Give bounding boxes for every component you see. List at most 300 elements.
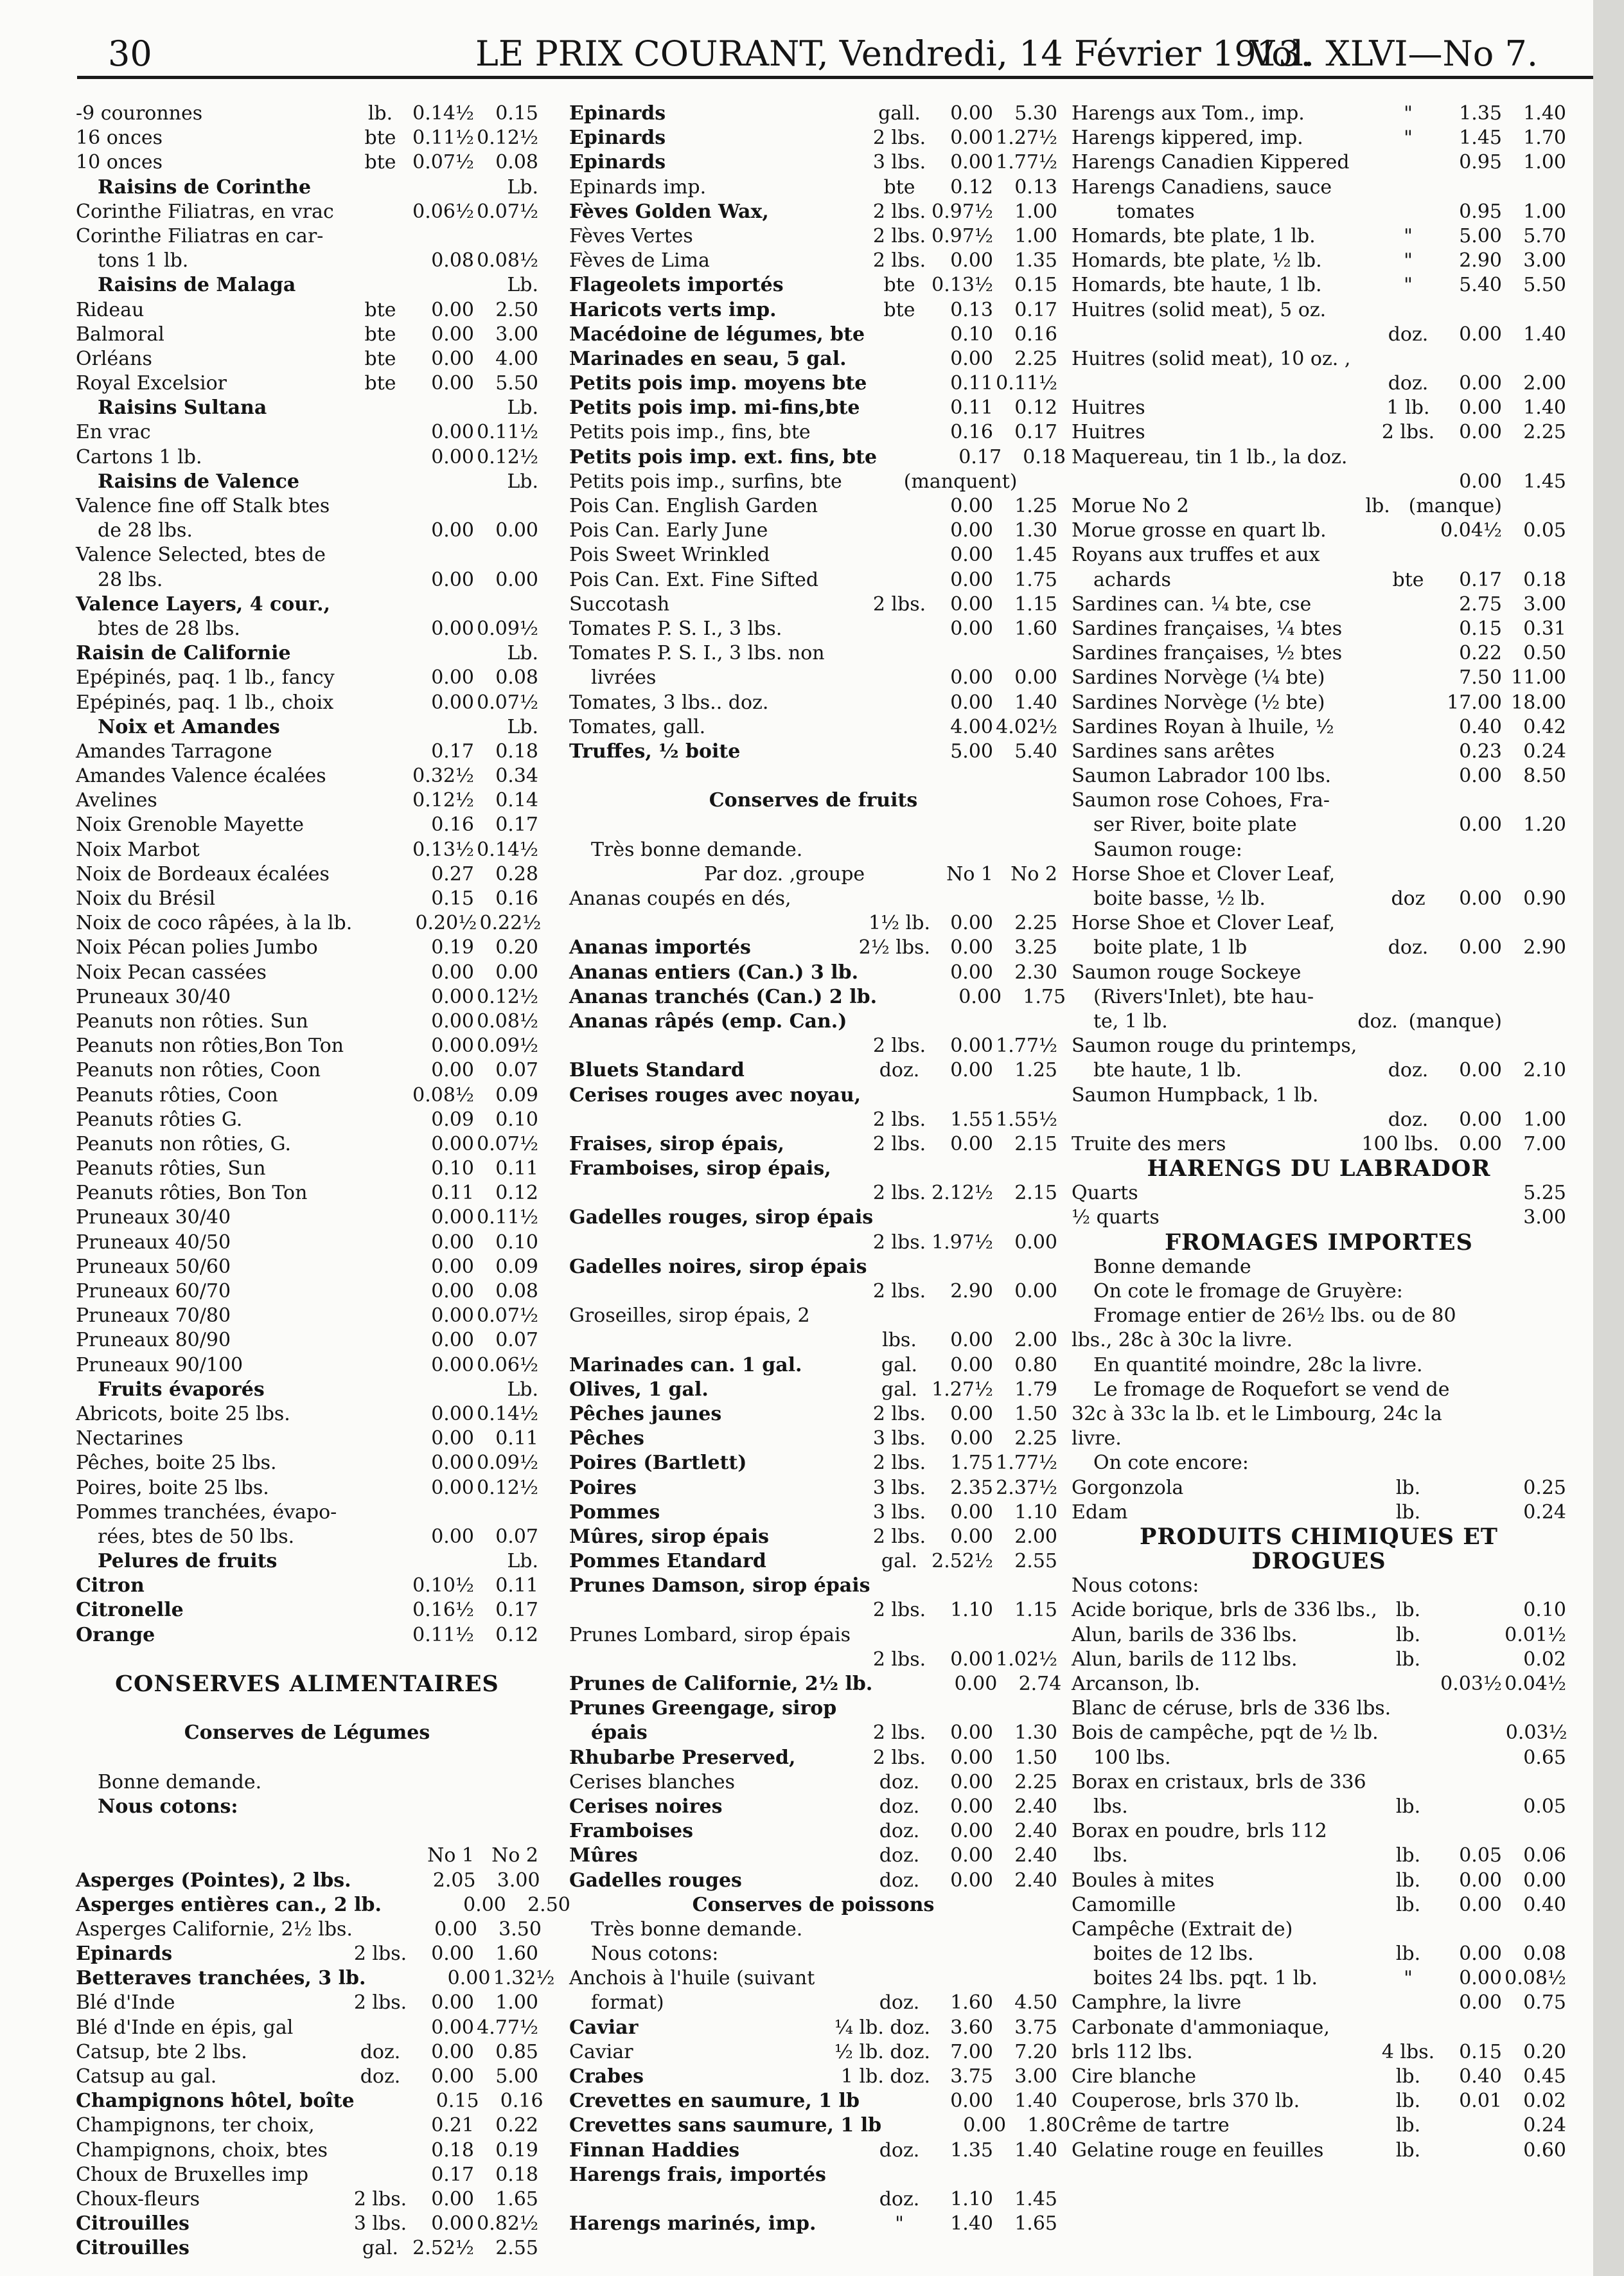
item-label: Peanuts rôties G.	[76, 1108, 243, 1131]
price-high: 1.00	[495, 1991, 538, 2014]
price-high: 0.15	[1014, 274, 1057, 297]
price-high: 3.00	[495, 323, 538, 346]
price-row	[569, 1181, 1057, 1205]
price-high: 2.00	[1014, 1329, 1057, 1352]
price-row	[76, 2040, 538, 2065]
price-low: 0.00	[1459, 372, 1502, 395]
price-high: 1.77½	[996, 151, 1057, 174]
price-high: 1.45	[1014, 2187, 1057, 2210]
price-low: 2.90	[1459, 249, 1502, 272]
item-unit: lb.	[1395, 1844, 1421, 1867]
item-label: En quantité moindre, 28c la livre.	[1093, 1353, 1423, 1376]
item-label: Morue No 2	[1072, 495, 1189, 517]
price-row	[76, 2138, 538, 2163]
price-row	[569, 1648, 1057, 1672]
price-low: 1.10	[950, 2187, 993, 2210]
price-row	[76, 2163, 538, 2187]
price-row	[569, 1525, 1057, 1549]
price-row	[1072, 396, 1566, 420]
price-low: 0.00	[431, 1452, 474, 1475]
item-label: Blanc de céruse, brls de 336 lbs.	[1072, 1697, 1391, 1720]
item-unit: 2 lbs.	[872, 1402, 926, 1425]
price-high: 1.75	[1014, 568, 1057, 591]
item-label: Très bonne demande.	[591, 1917, 803, 1941]
item-unit: lb.	[1395, 1893, 1421, 1916]
price-row	[1072, 1132, 1566, 1157]
item-label: Crevettes sans saumure, 1 lb	[569, 2114, 882, 2137]
item-label: Balmoral	[76, 323, 164, 346]
item-unit: 2 lbs.	[872, 592, 926, 616]
item-label: btes de 28 lbs.	[98, 617, 240, 640]
item-unit: "	[1404, 102, 1413, 125]
item-label: Sardines Norvège (¼ bte)	[1072, 666, 1325, 689]
item-label: Tomates, 3 lbs.. doz.	[569, 691, 769, 714]
price-low: 0.00	[431, 568, 474, 591]
item-label: Harengs Canadiens, sauce	[1072, 175, 1332, 199]
price-high: 0.10	[495, 1108, 538, 1131]
price-row	[76, 1427, 538, 1451]
item-label: de 28 lbs.	[98, 519, 193, 542]
item-label: Abricots, boite 25 lbs.	[76, 1402, 290, 1425]
item-label: Rideau	[76, 298, 145, 321]
spacer	[569, 764, 1057, 788]
price-row	[76, 1574, 538, 1598]
item-unit: gall.	[878, 102, 921, 125]
item-label: Marinades en seau, 5 gal.	[569, 347, 847, 370]
price-row	[76, 1034, 538, 1058]
item-label: Blé d'Inde	[76, 1991, 175, 2014]
item-label: Ananas entiers (Can.) 3 lb.	[569, 961, 859, 984]
item-unit: bte	[1392, 568, 1424, 591]
item-unit: lb.	[1395, 1500, 1421, 1524]
price-high: 0.12½	[477, 445, 538, 468]
item-label: format)	[591, 1991, 664, 2014]
item-label: Pruneaux 70/80	[76, 1304, 231, 1328]
item-label: DROGUES	[1251, 1548, 1386, 1575]
item-label: Raisins de Corinthe	[98, 175, 312, 199]
item-label: Gadelles rouges	[569, 1869, 742, 1892]
price-high: 0.00	[1014, 666, 1057, 689]
item-label: Arcanson, lb.	[1072, 1673, 1201, 1695]
price-high: 2.50	[495, 298, 538, 321]
item-label: Pêches	[569, 1427, 644, 1450]
item-label: Champignons hôtel, boîte	[76, 2090, 355, 2113]
price-low: 0.00	[950, 1746, 993, 1769]
price-high: 0.08	[495, 666, 538, 689]
price-low: 0.00	[1459, 421, 1502, 444]
price-row	[569, 126, 1057, 150]
price-low: 0.00	[950, 1500, 993, 1524]
item-label: Fèves Golden Wax,	[569, 200, 769, 223]
item-label: Couperose, brls 370 lb.	[1072, 2090, 1300, 2113]
price-row	[1072, 126, 1566, 150]
price-low: 0.00	[1459, 396, 1502, 420]
price-high: 0.12½	[477, 127, 538, 150]
price-low: 2.52½	[931, 1550, 993, 1573]
price-row	[569, 200, 1057, 224]
price-low: 0.40	[1459, 2065, 1502, 2088]
price-row	[76, 1083, 538, 1108]
item-label: Epinards	[569, 151, 666, 174]
price-low: 0.00	[950, 1402, 993, 1425]
price-low: 0.00	[1459, 813, 1502, 837]
price-row	[1072, 936, 1566, 960]
item-label: 28 lbs.	[98, 568, 163, 591]
price-low: 0.00	[431, 2065, 474, 2088]
price-low: 0.00	[963, 2114, 1007, 2137]
price-row	[569, 1623, 1057, 1648]
price-row	[1072, 1328, 1566, 1353]
item-unit: "	[1404, 1967, 1413, 1990]
price-row	[76, 2089, 543, 2113]
price-low: 4.00	[950, 715, 993, 738]
price-low: 0.00	[950, 2090, 993, 2113]
price-row	[569, 1721, 1057, 1745]
item-label: Borax en cristaux, brls de 336	[1072, 1770, 1366, 1793]
price-high: 0.11½	[996, 372, 1057, 395]
item-label: Choux de Bruxelles imp	[76, 2163, 309, 2186]
item-label: Pois Can. Ext. Fine Sifted	[569, 568, 819, 591]
price-row	[1072, 371, 1566, 396]
item-label: Fromage entier de 26½ lbs. ou de 80	[1093, 1304, 1456, 1328]
price-high: 1.70	[1523, 127, 1566, 150]
item-unit: "	[895, 2212, 904, 2236]
item-label: 10 onces	[76, 151, 163, 174]
price-low: 0.00	[447, 1967, 491, 1990]
price-high: 0.00	[1014, 1280, 1057, 1302]
item-label: Citrouilles	[76, 2237, 190, 2260]
item-label: Pruneaux 40/50	[76, 1231, 231, 1254]
price-row	[76, 298, 538, 323]
item-unit: 2 lbs.	[872, 200, 926, 223]
item-label: Poires	[569, 1476, 637, 1499]
price-row	[569, 2212, 1057, 2236]
item-label: Citrouilles	[76, 2212, 190, 2236]
item-label: Cerises blanches	[569, 1770, 736, 1793]
price-row	[1072, 1696, 1566, 1721]
price-row	[76, 1525, 538, 1549]
price-row	[76, 200, 538, 224]
price-high: 0.00	[495, 568, 538, 591]
price-row	[569, 1255, 1057, 1279]
price-row	[1072, 862, 1566, 887]
item-unit: doz.	[1388, 1108, 1429, 1131]
price-row	[1072, 1427, 1566, 1451]
item-unit: 3 lbs.	[872, 1476, 926, 1499]
price-row	[569, 936, 1057, 960]
price-high: 1.75	[1023, 985, 1066, 1008]
item-label: Epinards	[569, 127, 666, 150]
price-high: 1.45	[1014, 544, 1057, 567]
price-high: 0.12	[495, 1623, 538, 1646]
price-high: 0.11	[495, 1427, 538, 1450]
item-unit: doz.	[879, 1820, 920, 1843]
price-high: Lb.	[507, 175, 538, 199]
price-low: 7.50	[1459, 666, 1502, 689]
item-label: Homards, bte haute, 1 lb.	[1072, 274, 1322, 297]
price-high: 0.11	[495, 1157, 538, 1180]
price-row	[76, 911, 542, 936]
price-row	[1072, 1770, 1566, 1795]
spacer	[569, 813, 1057, 837]
price-low: 3.75	[950, 2065, 993, 2088]
item-label: Homards, bte plate, ½ lb.	[1072, 249, 1322, 272]
price-high: 1.79	[1014, 1378, 1057, 1401]
price-row	[1072, 641, 1566, 666]
price-row	[76, 445, 538, 470]
price-high: 0.09½	[477, 1035, 538, 1058]
item-unit: doz.	[879, 1844, 920, 1867]
price-low: 0.00	[431, 961, 474, 984]
item-label: Noix Grenoble Mayette	[76, 813, 304, 837]
price-low: 0.00	[431, 1991, 474, 2014]
price-low: 0.00	[1459, 1893, 1502, 1916]
price-low: 0.00	[954, 1673, 998, 1695]
item-label: Gorgonzola	[1072, 1476, 1184, 1499]
price-row	[569, 2138, 1057, 2163]
price-low: 0.11	[431, 1182, 474, 1205]
price-row	[76, 1132, 538, 1157]
price-low: 0.00	[431, 691, 474, 714]
price-high: 18.00	[1511, 691, 1566, 714]
item-label: Edam	[1072, 1500, 1128, 1524]
price-low: 0.13½	[412, 838, 474, 861]
price-low: 0.16	[431, 813, 474, 837]
price-low: 0.00	[950, 961, 993, 984]
item-label: Quarts	[1072, 1182, 1138, 1205]
price-row	[1072, 1893, 1566, 1917]
price-high: 8.50	[1523, 765, 1566, 788]
price-row	[569, 1991, 1057, 2015]
item-unit: 3 lbs.	[872, 151, 926, 174]
price-row	[1072, 2065, 1566, 2089]
price-low: 0.00	[950, 568, 993, 591]
price-row	[569, 1500, 1057, 1525]
price-low: 0.00	[431, 298, 474, 321]
price-row	[76, 641, 538, 666]
price-low: 0.97½	[931, 224, 993, 247]
item-unit: 1½ lb.	[868, 912, 930, 935]
price-row	[569, 1328, 1057, 1353]
price-low: 0.00	[431, 1525, 474, 1548]
item-label: Alun, barils de 112 lbs.	[1072, 1648, 1298, 1671]
item-label: Crevettes en saumure, 1 lb	[569, 2090, 860, 2113]
item-unit: 1 lb.	[1386, 396, 1430, 420]
price-row	[1072, 1476, 1566, 1500]
price-row	[76, 1476, 538, 1500]
item-unit: 2 lbs.	[872, 1132, 926, 1155]
price-row	[569, 2016, 1057, 2040]
price-low: 5.00	[1459, 224, 1502, 247]
item-label: Ananas râpés (emp. Can.)	[569, 1009, 847, 1033]
item-label: Pruneaux 30/40	[76, 1206, 231, 1229]
item-unit: 1 lb. doz.	[840, 2065, 930, 2088]
price-row	[569, 1205, 1057, 1230]
price-low: 3.60	[950, 2016, 993, 2039]
price-row	[76, 1304, 538, 1328]
item-unit: 2 lbs.	[872, 1108, 926, 1131]
price-row	[76, 1451, 538, 1475]
item-label: 100 lbs.	[1093, 1746, 1171, 1769]
item-label: Noix et Amandes	[98, 715, 280, 738]
price-high: 0.17	[495, 813, 538, 837]
item-unit: 4 lbs.	[1381, 2040, 1435, 2063]
price-row	[1072, 1819, 1566, 1844]
price-low: 0.27	[431, 862, 474, 885]
item-label: Champignons, ter choix,	[76, 2114, 315, 2137]
price-row	[569, 961, 1057, 985]
item-label: Petits pois imp. ext. fins, bte	[569, 445, 878, 468]
price-high: 4.50	[1014, 1991, 1057, 2014]
item-label: On cote le fromage de Gruyère:	[1093, 1280, 1403, 1302]
item-label: Poires, boite 25 lbs.	[76, 1476, 269, 1499]
item-unit: 2 lbs.	[872, 224, 926, 247]
price-low: 0.00	[950, 1132, 993, 1155]
price-high: 0.01½	[1505, 1623, 1566, 1646]
price-row	[1072, 1721, 1566, 1745]
price-low: 0.00	[950, 1869, 993, 1892]
price-row	[76, 715, 538, 740]
price-row	[1072, 519, 1566, 543]
price-low: 0.16	[950, 421, 993, 444]
price-row	[76, 1549, 538, 1574]
price-high: 3.00	[1523, 592, 1566, 616]
price-row	[1072, 911, 1566, 936]
price-row	[76, 813, 538, 837]
price-low: 1.40	[950, 2212, 993, 2236]
item-label: Epinards imp.	[569, 175, 707, 199]
price-high: 2.30	[1014, 961, 1057, 984]
price-high: 2.00	[1523, 372, 1566, 395]
item-unit: 2 lbs.	[872, 1452, 926, 1475]
item-unit: 2 lbs.	[353, 1943, 407, 1966]
price-row	[76, 1844, 538, 1868]
price-low: 0.00	[950, 1795, 993, 1818]
price-high: 1.60	[1014, 617, 1057, 640]
item-label: Huitres (solid meat), 10 oz. ,	[1072, 347, 1351, 370]
price-row	[76, 224, 538, 249]
item-label: Petits pois imp., surfins, bte	[569, 470, 842, 493]
price-row	[569, 1231, 1057, 1255]
item-label: Très bonne demande.	[591, 838, 803, 861]
item-label: Borax en poudre, brls 112	[1072, 1820, 1327, 1843]
price-row	[76, 519, 538, 543]
item-label: Nous cotons:	[98, 1795, 238, 1818]
item-label: Conserves de Légumes	[184, 1721, 430, 1745]
item-unit: bte	[364, 372, 396, 395]
price-high: 2.10	[1523, 1059, 1566, 1082]
item-label: Catsup, bte 2 lbs.	[76, 2040, 247, 2063]
price-high: 0.06½	[477, 1353, 538, 1376]
price-row	[569, 1598, 1057, 1623]
price-high: 1.65	[495, 2187, 538, 2210]
item-unit: ¼ lb. doz.	[834, 2016, 930, 2039]
price-high: 0.09½	[477, 617, 538, 640]
item-label: Citronelle	[76, 1599, 184, 1622]
price-high: 5.00	[495, 2065, 538, 2088]
item-label: Peanuts non rôties, Coon	[76, 1059, 321, 1082]
price-row	[1072, 1746, 1566, 1770]
price-low: 0.95	[1459, 151, 1502, 174]
item-label: Peanuts non rôties,Bon Ton	[76, 1035, 344, 1058]
price-row	[569, 1917, 1057, 1942]
price-low: 0.00	[950, 1648, 993, 1671]
price-high: 1.15	[1014, 1599, 1057, 1622]
price-high: 1.32½	[493, 1967, 555, 1990]
price-low: 1.35	[950, 2138, 993, 2162]
price-row	[569, 175, 1057, 200]
price-high: 2.15	[1014, 1132, 1057, 1155]
price-low: 0.00	[950, 936, 993, 959]
item-label: Noix de coco râpées, à la lb.	[76, 912, 353, 935]
price-high: 0.24	[1523, 740, 1566, 763]
item-label: Epinards	[76, 1943, 173, 1966]
price-high: 1.00	[1523, 200, 1566, 223]
price-low: 0.04½	[1440, 519, 1502, 542]
item-label: Gadelles noires, sirop épais	[569, 1255, 867, 1278]
price-row	[569, 911, 1057, 936]
item-label: Caviar	[569, 2040, 633, 2063]
price-high: 0.03½	[1505, 1721, 1567, 1745]
price-high: 3.00	[497, 1869, 540, 1892]
item-label: tomates	[1116, 200, 1195, 223]
price-row	[1072, 200, 1566, 224]
item-label: Saumon Humpback, 1 lb.	[1072, 1083, 1319, 1107]
price-high: 1.40	[1014, 2090, 1057, 2113]
price-row	[76, 249, 538, 273]
price-row	[569, 1058, 1057, 1083]
section-heading	[1072, 1157, 1566, 1181]
price-high: 5.50	[1523, 274, 1566, 297]
price-low: 0.00	[431, 1427, 474, 1450]
price-high: 4.77½	[477, 2016, 538, 2039]
price-low: 0.00	[1459, 887, 1502, 910]
price-low: 0.21	[431, 2114, 474, 2137]
price-high: 2.90	[1523, 936, 1566, 959]
item-unit: lb.	[1395, 2114, 1421, 2137]
item-label: Prunes Lombard, sirop épais	[569, 1623, 851, 1646]
price-low: 0.00	[1459, 1943, 1502, 1966]
price-high: 1.02½	[996, 1648, 1057, 1671]
price-low: 0.00	[1459, 1059, 1502, 1082]
item-unit: ½ lb. doz.	[834, 2040, 930, 2063]
item-label: Camomille	[1072, 1893, 1176, 1916]
price-row	[76, 1328, 538, 1353]
item-label: Conserves de poissons	[692, 1893, 935, 1916]
item-label: Cartons 1 lb.	[76, 445, 202, 468]
price-high: 1.30	[1014, 1721, 1057, 1745]
price-row	[76, 1231, 538, 1255]
price-high: 0.16	[495, 887, 538, 910]
item-unit: 2 lbs.	[872, 1648, 926, 1671]
item-unit: bte	[364, 151, 396, 174]
price-low: 0.00	[950, 1770, 993, 1793]
item-unit: "	[1404, 274, 1413, 297]
price-high: 0.85	[495, 2040, 538, 2063]
item-label: Acide borique, brls de 336 lbs.,	[1072, 1599, 1377, 1622]
item-label: Horse Shoe et Clover Leaf,	[1072, 862, 1336, 885]
price-high: 0.07½	[477, 691, 538, 714]
price-high: 0.90	[1523, 887, 1566, 910]
price-high: 0.08½	[1505, 1967, 1566, 1990]
item-label: Le fromage de Roquefort se vend de	[1093, 1378, 1450, 1401]
price-row	[569, 1869, 1057, 1893]
item-unit: gal.	[881, 1353, 918, 1376]
item-label: Cerises rouges avec noyau,	[569, 1083, 861, 1107]
price-row	[569, 323, 1057, 347]
price-row	[1072, 1255, 1566, 1279]
price-high: 0.08½	[477, 1009, 538, 1033]
